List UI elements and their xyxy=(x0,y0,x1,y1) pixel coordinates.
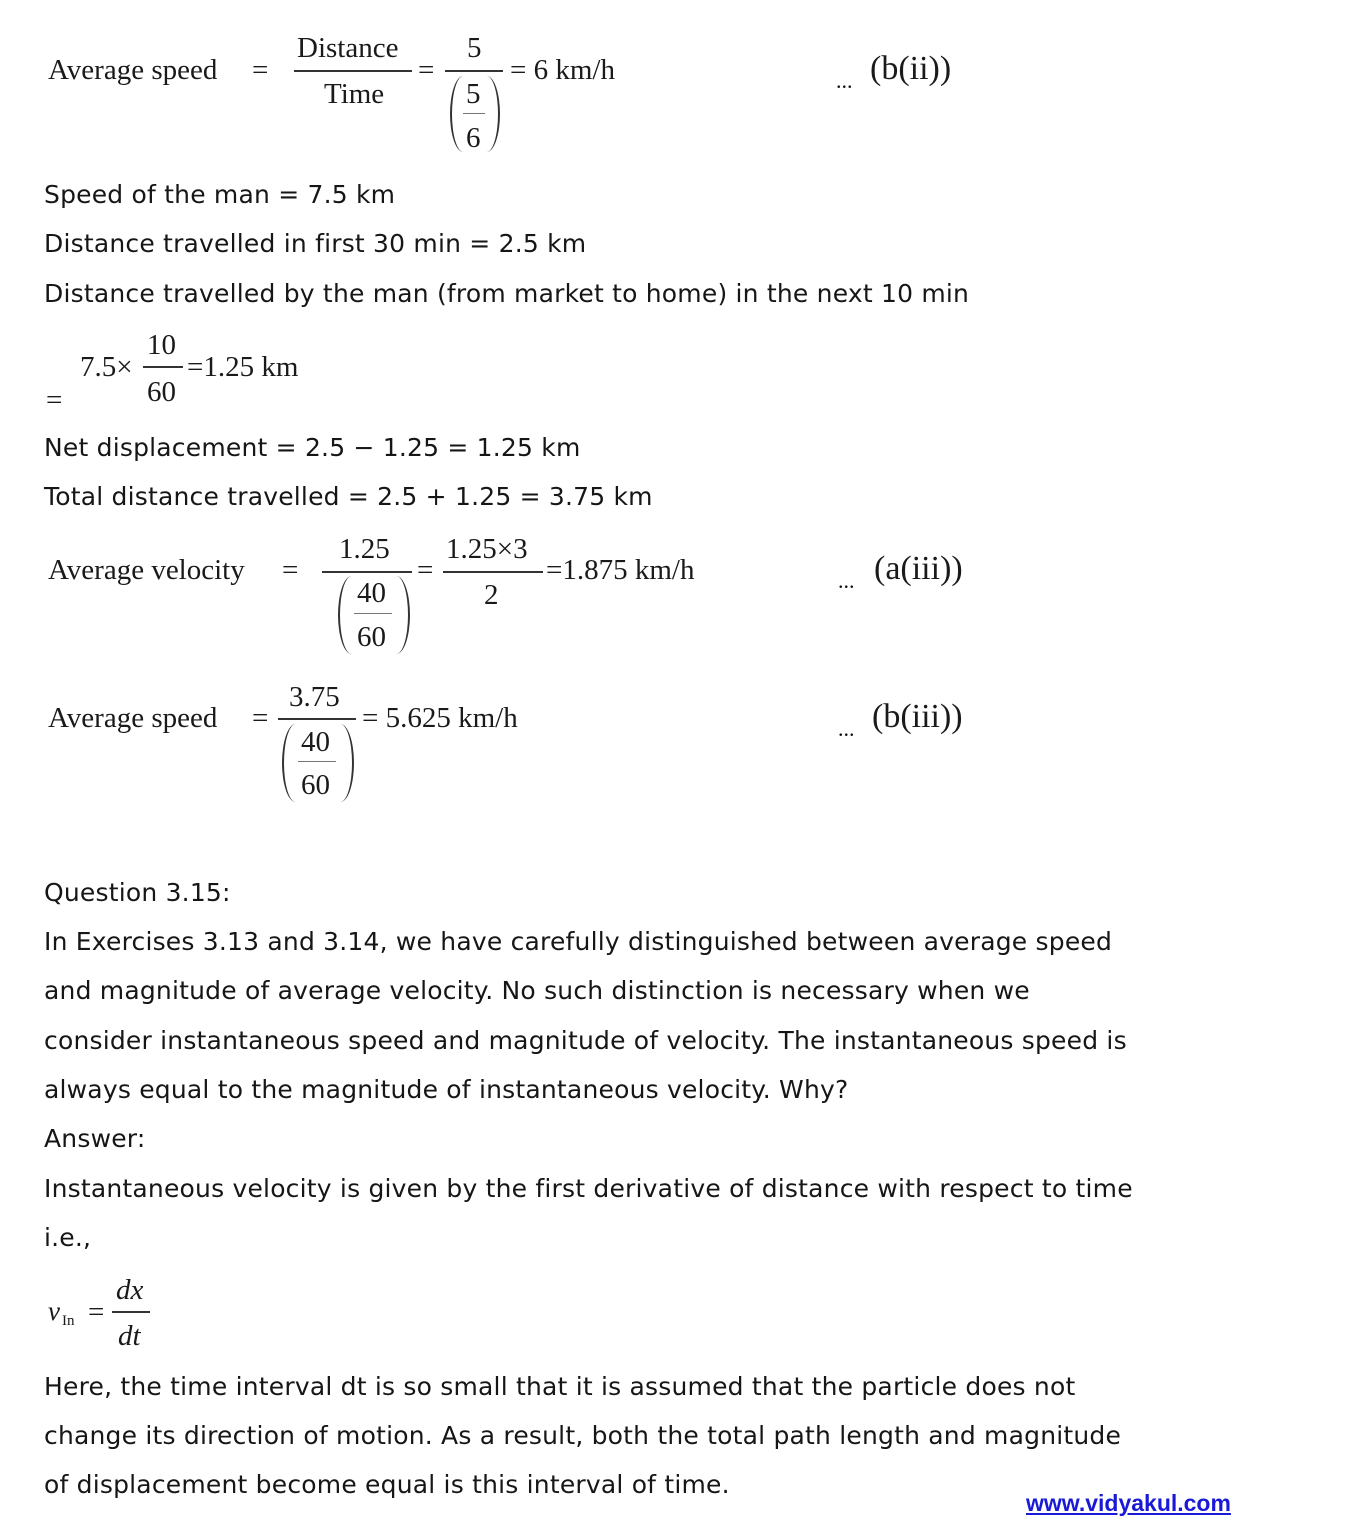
fraction-bar xyxy=(445,70,503,72)
numerator-3-75: 3.75 xyxy=(289,681,340,713)
fraction-bar xyxy=(443,571,543,573)
text-line: Net displacement = 2.5 − 1.25 = 1.25 km xyxy=(44,433,581,462)
answer-line: i.e., xyxy=(44,1223,92,1252)
fraction-bar xyxy=(298,761,336,762)
numerator-1-25: 1.25 xyxy=(339,533,390,565)
numerator-distance: Distance xyxy=(297,32,399,64)
equals-sign: = xyxy=(88,1296,105,1328)
inner-numerator-40: 40 xyxy=(357,577,386,609)
fraction-bar xyxy=(354,613,392,614)
inner-numerator-5: 5 xyxy=(466,78,481,110)
answer-heading: Answer: xyxy=(44,1124,146,1153)
answer-line: Here, the time interval dt is so small that it is assumed that the particle does not xyxy=(44,1372,1076,1401)
text-line: Speed of the man = 7.5 km xyxy=(44,180,396,209)
numerator-dx: dx xyxy=(116,1274,144,1306)
fraction-bar xyxy=(143,366,183,368)
fraction-bar xyxy=(322,571,412,573)
text-line: Distance travelled in first 30 min = 2.5 km xyxy=(44,229,587,258)
equation-tag: (b(iii)) xyxy=(872,698,963,735)
variable-v: v xyxy=(48,1296,60,1326)
inner-numerator-40: 40 xyxy=(301,726,330,758)
denominator-60: 60 xyxy=(147,376,176,408)
equals-sign: = xyxy=(282,554,299,586)
equation-tag: (a(iii)) xyxy=(874,550,963,587)
result: =1.25 km xyxy=(187,351,299,383)
numerator-1-25x3: 1.25×3 xyxy=(446,533,528,565)
vidyakul-link[interactable]: www.vidyakul.com xyxy=(1026,1490,1231,1516)
ellipsis: ... xyxy=(836,68,853,93)
subscript-in: In xyxy=(62,1313,75,1329)
inner-denominator-6: 6 xyxy=(466,122,481,154)
equals-sign: = xyxy=(252,702,269,734)
text-line: Total distance travelled = 2.5 + 1.25 = 3.75 km xyxy=(44,482,653,511)
equation-label: Average speed xyxy=(48,54,218,86)
denominator-dt: dt xyxy=(118,1320,141,1352)
question-line: always equal to the magnitude of instantaneous velocity. Why? xyxy=(44,1075,849,1104)
question-line: and magnitude of average velocity. No such distinction is necessary when we xyxy=(44,976,1030,1005)
fraction-bar xyxy=(278,718,356,720)
result: = 5.625 km/h xyxy=(362,702,518,734)
denominator-time: Time xyxy=(324,78,385,110)
question-heading: Question 3.15: xyxy=(44,878,231,907)
result: = 6 km/h xyxy=(510,54,615,86)
question-line: In Exercises 3.13 and 3.14, we have carefully distinguished between average speed xyxy=(44,927,1113,956)
equals-sign: = xyxy=(46,384,63,416)
fraction-bar xyxy=(463,113,485,114)
answer-line: change its direction of motion. As a result, both the total path length and magnitude xyxy=(44,1421,1122,1450)
equation-tag: (b(ii)) xyxy=(870,50,952,87)
ellipsis: ... xyxy=(838,716,855,741)
lhs: 7.5× xyxy=(80,351,133,383)
fraction-bar xyxy=(112,1311,150,1313)
answer-line: Instantaneous velocity is given by the first derivative of distance with respect to time xyxy=(44,1174,1133,1203)
equals-sign: = xyxy=(418,54,435,86)
result: =1.875 km/h xyxy=(546,554,695,586)
denominator-2: 2 xyxy=(484,579,499,611)
numerator-5: 5 xyxy=(467,32,482,64)
equals-sign: = xyxy=(252,54,269,86)
question-line: consider instantaneous speed and magnitude of velocity. The instantaneous speed is xyxy=(44,1026,1127,1055)
fraction-bar xyxy=(294,70,412,72)
equation-label: Average speed xyxy=(48,702,218,734)
inner-denominator-60: 60 xyxy=(357,621,386,653)
equation-label: Average velocity xyxy=(48,554,245,586)
answer-line: of displacement become equal is this interval of time. xyxy=(44,1470,730,1499)
equals-sign: = xyxy=(417,554,434,586)
text-line: Distance travelled by the man (from market to home) in the next 10 min xyxy=(44,279,970,308)
inner-denominator-60: 60 xyxy=(301,769,330,801)
ellipsis: ... xyxy=(838,568,855,593)
numerator-10: 10 xyxy=(147,329,176,361)
